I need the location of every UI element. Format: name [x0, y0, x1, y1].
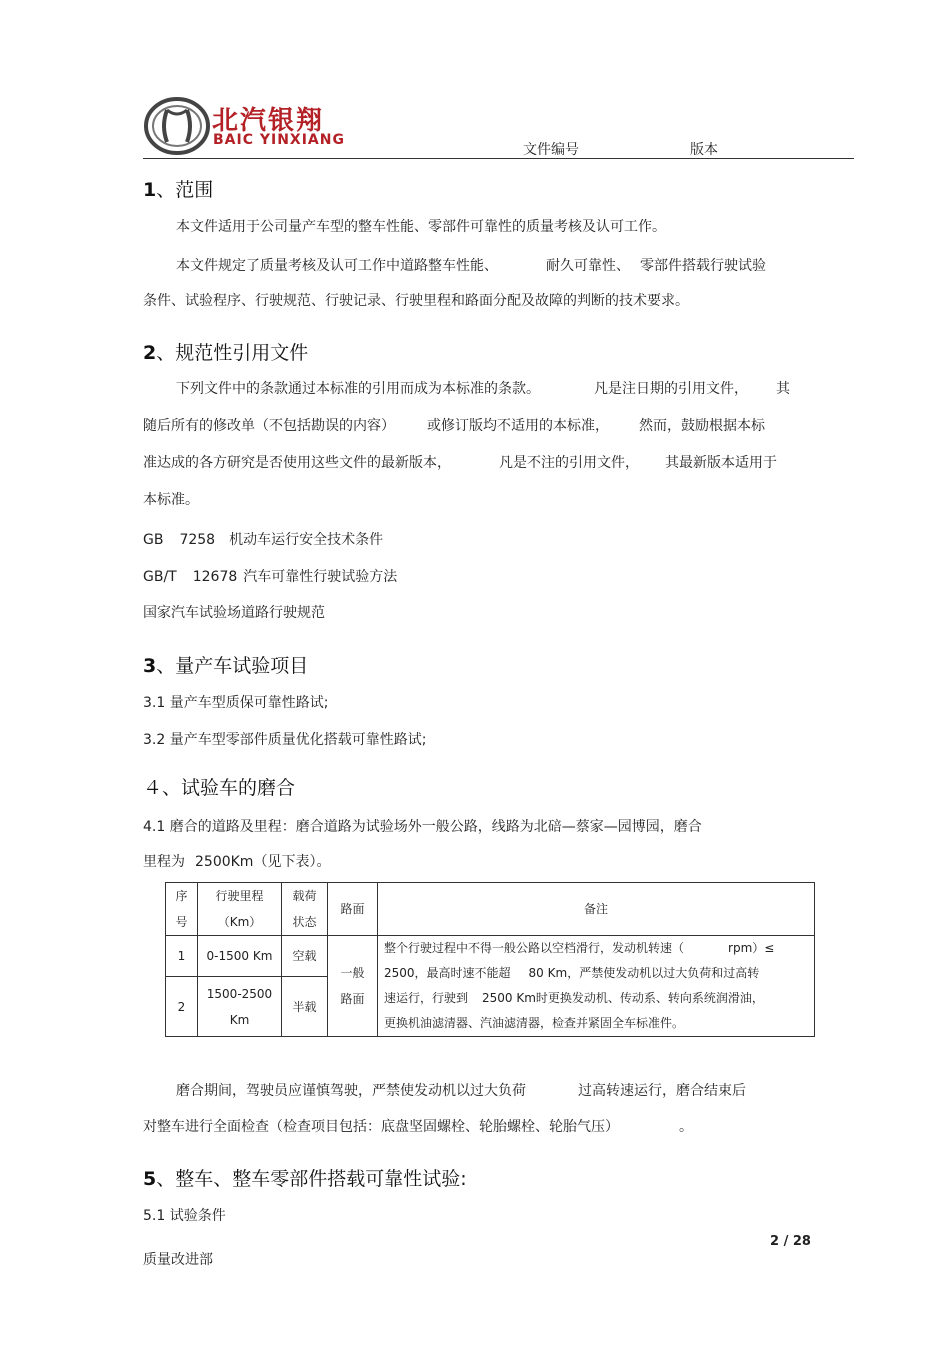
cell-load: 半载	[282, 977, 328, 1037]
table-header-row	[166, 883, 815, 936]
header-load: 载荷 状态	[282, 883, 328, 936]
section-4-after-line-1: 磨合期间，驾驶员应谨慎驾驶，严禁使发动机以过大负荷 过高转速运行，磨合结束后	[176, 1083, 746, 1099]
header-note: 备注	[378, 883, 815, 936]
version-label: 版本	[690, 142, 718, 158]
section-3-item-2: 3.2 量产车型零部件质量优化搭载可靠性路试;	[143, 732, 427, 748]
section-3-heading: 3、量产车试验项目	[143, 655, 309, 677]
section-5-heading: 5、整车、整车零部件搭载可靠性试验:	[143, 1168, 467, 1190]
cell-seq: 1	[166, 936, 198, 977]
reference-3: 国家汽车试验场道路行驶规范	[143, 605, 325, 621]
section-4-line-1: 4.1 磨合的道路及里程：磨合道路为试验场外一般公路，线路为北碚—蔡家—园博园，磨合	[143, 819, 702, 835]
cell-load: 空载	[282, 936, 328, 977]
cell-road: 一般 路面	[328, 936, 378, 1037]
section-5-item-1: 5.1 试验条件	[143, 1208, 226, 1224]
break-in-table	[165, 882, 815, 1037]
page-number: 2 / 28	[770, 1234, 811, 1249]
section-1-para-2-line-2: 条件、试验程序、行驶规范、行驶记录、行驶里程和路面分配及故障的判断的技术要求。	[143, 293, 689, 309]
section-1-para-1: 本文件适用于公司量产车型的整车性能、零部件可靠性的质量考核及认可工作。	[176, 219, 666, 235]
table-row	[166, 936, 815, 977]
cell-seq: 2	[166, 977, 198, 1037]
doc-number-label: 文件编号	[523, 142, 579, 158]
section-2-heading: 2、规范性引用文件	[143, 342, 309, 364]
cell-mileage: 0-1500 Km	[198, 936, 282, 977]
footer-department: 质量改进部	[143, 1252, 213, 1268]
logo-text-cn: 北汽银翔	[212, 106, 325, 136]
reference-2: GB/T 12678 汽车可靠性行驶试验方法	[143, 569, 398, 585]
cell-note: 整个行驶过程中不得一般公路以空档滑行，发动机转速（ rpm）≤ 2500，最高时速不能超 80 Km，严禁使发动机以过大负荷和过高转 速运行，行驶到 2500 Km时更换发动机、传动系、转向系统润滑油， 更换机油滤清器、汽油滤清器，检查并紧固全车标准件。	[378, 936, 815, 1037]
header-seq: 序 号	[166, 883, 198, 936]
cell-mileage: 1500-2500 Km	[198, 977, 282, 1037]
section-2-line-2: 随后所有的修改单（不包括勘误的内容） 或修订版均不适用的本标准， 然而，鼓励根据本标	[143, 418, 765, 434]
section-4-line-2: 里程为 2500Km（见下表）。	[143, 854, 331, 870]
section-1-heading: 1、范围	[143, 179, 214, 201]
section-3-item-1: 3.1 量产车型质保可靠性路试;	[143, 695, 329, 711]
reference-1: GB 7258 机动车运行安全技术条件	[143, 532, 384, 548]
header-road: 路面	[328, 883, 378, 936]
section-2-line-1: 下列文件中的条款通过本标准的引用而成为本标准的条款。 凡是注日期的引用文件， 其	[176, 381, 790, 397]
header-mileage: 行驶里程 （Km）	[198, 883, 282, 936]
logo-text-en: BAIC YINXIANG	[213, 132, 345, 148]
header-divider	[143, 158, 854, 159]
section-4-after-line-2: 对整车进行全面检查（检查项目包括：底盘坚固螺栓、轮胎螺栓、轮胎气压） 。	[143, 1119, 693, 1135]
section-4-heading: ４、试验车的磨合	[143, 777, 296, 799]
section-1-para-2-line-1: 本文件规定了质量考核及认可工作中道路整车性能、 耐久可靠性、 零部件搭载行驶试验	[176, 258, 766, 274]
section-2-line-3: 准达成的各方研究是否使用这些文件的最新版本， 凡是不注的引用文件， 其最新版本适用于	[143, 455, 777, 471]
section-2-line-4: 本标准。	[143, 492, 199, 508]
